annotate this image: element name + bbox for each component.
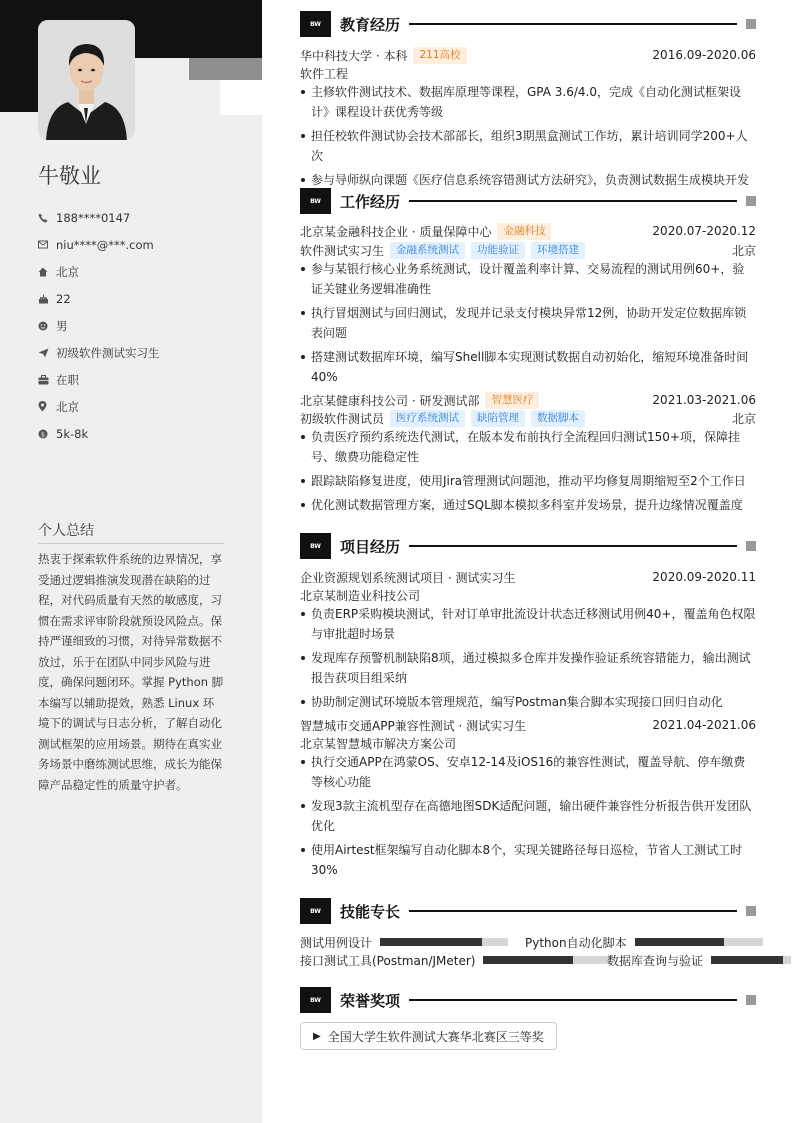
candidate-name: 牛敬业 — [38, 164, 101, 188]
list-item: 执行冒烟测试与回归测试，发现并记录支付模块异常12例，协助开发定位数据库锁表问题 — [300, 303, 756, 343]
section-icon: BW — [300, 987, 331, 1013]
section-icon: BW — [300, 188, 331, 214]
info-text: 在职 — [56, 372, 79, 387]
project-date: 2020.09-2020.11 — [652, 570, 756, 584]
list-item: 参与导师纵向课题《医疗信息系统容错测试方法研究》，负责测试数据生成模块开发 — [300, 170, 756, 190]
role-tag: 环境搭建 — [531, 242, 585, 259]
section-square-icon — [746, 541, 756, 551]
list-item: 跟踪缺陷修复进度，使用Jira管理测试问题池，推动平均修复周期缩短至2个工作日 — [300, 471, 756, 491]
cake-icon — [38, 294, 56, 304]
section-icon: BW — [300, 898, 331, 924]
sidebar-accent-gray — [189, 58, 262, 80]
profile-photo — [38, 20, 135, 140]
section-divider — [409, 910, 737, 912]
skill-name: 接口测试工具(Postman/JMeter) — [300, 953, 476, 968]
list-item: 执行交通APP在鸿蒙OS、安卓12-14及iOS16的兼容性测试，覆盖导航、停车缴费等核心功能 — [300, 752, 756, 792]
list-item: 发现3款主流机型存在高德地图SDK适配问题，输出硬件兼容性分析报告供开发团队优化 — [300, 796, 756, 836]
skill-bar-fill — [711, 956, 783, 964]
role-tag: 金融系统测试 — [390, 242, 465, 259]
section-square-icon — [746, 906, 756, 916]
send-icon — [38, 348, 56, 358]
skill-bar-fill — [635, 938, 725, 946]
company-tag: 智慧医疗 — [485, 392, 539, 409]
info-status — [38, 366, 238, 393]
svg-text:$: $ — [40, 429, 46, 438]
briefcase-icon — [38, 375, 56, 385]
work-bullets — [300, 427, 756, 519]
project-row — [300, 568, 756, 586]
list-item: 负责ERP采购模块测试，针对订单审批流设计状态迁移测试用例40+，覆盖角色权限与审批超时场景 — [300, 604, 756, 644]
info-text: 初级软件测试实习生 — [56, 345, 160, 360]
info-email — [38, 231, 238, 258]
skill-item — [607, 951, 791, 969]
project-title: 智慧城市交通APP兼容性测试 · 测试实习生 — [300, 718, 527, 733]
role-row — [300, 241, 756, 259]
skill-bar — [711, 956, 791, 964]
project-bullets — [300, 752, 756, 884]
project-date: 2021.04-2021.06 — [652, 718, 756, 732]
company-name: 北京某金融科技企业 · 质量保障中心 — [300, 224, 492, 239]
list-item: 发现库存预警机制缺陷8项，通过模拟多仓库并发操作验证系统容错能力，输出测试报告获项目组采纳 — [300, 648, 756, 688]
education-row — [300, 46, 756, 64]
company-name: 北京某健康科技公司 · 研发测试部 — [300, 393, 480, 408]
work-date: 2021.03-2021.06 — [652, 393, 756, 407]
award-item — [300, 1022, 557, 1050]
info-text: 22 — [56, 291, 71, 306]
role-title: 软件测试实习生 — [300, 243, 385, 258]
skill-item — [300, 951, 611, 969]
info-position — [38, 339, 238, 366]
salary-icon — [38, 429, 56, 439]
skill-item — [525, 933, 763, 951]
section-square-icon — [746, 196, 756, 206]
school-tag: 211高校 — [413, 47, 466, 64]
list-item: 搭建测试数据库环境，编写Shell脚本实现测试数据自动初始化，缩短环境准备时间40% — [300, 347, 756, 387]
section-divider — [409, 545, 737, 547]
skill-bar-fill — [483, 956, 573, 964]
project-row — [300, 716, 756, 734]
list-item: 担任校软件测试协会技术部部长，组织3期黑盒测试工作坊，累计培训同学200+人次 — [300, 126, 756, 166]
section-title: 工作经历 — [340, 192, 401, 211]
contact-info-list — [38, 204, 238, 447]
company-tag: 金融科技 — [497, 223, 551, 240]
info-salary — [38, 420, 238, 447]
role-tag: 缺陷管理 — [471, 410, 525, 427]
project-org: 北京某制造业科技公司 — [300, 588, 421, 603]
work-bullets — [300, 259, 756, 391]
section-square-icon — [746, 19, 756, 29]
major-row — [300, 64, 756, 82]
section-header-honors — [300, 987, 756, 1013]
info-text: 北京 — [56, 399, 79, 414]
triangle-right-icon: ▶ — [313, 1030, 321, 1042]
info-text: 5k-8k — [56, 426, 89, 441]
info-text: 北京 — [56, 264, 79, 279]
section-square-icon — [746, 995, 756, 1005]
section-header-project — [300, 533, 756, 559]
skill-item — [300, 933, 508, 951]
skill-bar — [380, 938, 508, 946]
education-bullets — [300, 82, 756, 194]
role-row — [300, 409, 756, 427]
role-title: 初级软件测试员 — [300, 411, 385, 426]
section-title: 教育经历 — [340, 15, 401, 34]
list-item: 负责医疗预约系统迭代测试，在版本发布前执行全流程回归测试150+项，保障挂号、缴费功能稳定性 — [300, 427, 756, 467]
mail-icon — [38, 240, 56, 249]
list-item: 参与某银行核心业务系统测试，设计覆盖利率计算、交易流程的测试用例60+，验证关键业务逻辑准确性 — [300, 259, 756, 299]
work-row — [300, 391, 756, 409]
info-home — [38, 258, 238, 285]
section-divider — [409, 200, 737, 202]
info-location — [38, 393, 238, 420]
list-item: 主修软件测试技术、数据库原理等课程，GPA 3.6/4.0，完成《自动化测试框架设计》课程设计获优秀等级 — [300, 82, 756, 122]
skill-bar-fill — [380, 938, 482, 946]
role-tag: 数据脚本 — [531, 410, 585, 427]
section-divider — [409, 23, 737, 25]
info-text: 男 — [56, 318, 68, 333]
phone-icon — [38, 213, 56, 223]
skill-bar — [483, 956, 611, 964]
role-tag: 功能验证 — [471, 242, 525, 259]
education-date: 2016.09-2020.06 — [652, 48, 756, 62]
gender-icon — [38, 321, 56, 331]
info-age — [38, 285, 238, 312]
section-divider — [409, 999, 737, 1001]
info-phone — [38, 204, 238, 231]
sidebar-accent-white — [220, 80, 262, 115]
major: 软件工程 — [300, 66, 349, 81]
section-header-education — [300, 11, 756, 37]
section-icon: BW — [300, 533, 331, 559]
section-title: 荣誉奖项 — [340, 991, 401, 1010]
skill-name: 数据库查询与验证 — [607, 953, 704, 968]
project-org-row — [300, 734, 756, 752]
section-title: 技能专长 — [340, 902, 401, 921]
project-org: 北京某智慧城市解决方案公司 — [300, 736, 457, 751]
school-name: 华中科技大学 · 本科 — [300, 48, 408, 63]
list-item: 使用Airtest框架编写自动化脚本8个，实现关键路径每日巡检，节省人工测试工时30% — [300, 840, 756, 880]
info-gender — [38, 312, 238, 339]
project-org-row — [300, 586, 756, 604]
work-city: 北京 — [731, 243, 756, 258]
section-header-skills — [300, 898, 756, 924]
section-icon: BW — [300, 11, 331, 37]
project-bullets — [300, 604, 756, 716]
work-date: 2020.07-2020.12 — [652, 224, 756, 238]
summary-text: 热衷于探索软件系统的边界情况，享受通过逻辑推演发现潜在缺陷的过程，对代码质量有天然的敏感度，习惯在需求评审阶段就预设风险点。保持严谨细致的习惯，对待异常数据不放过，乐于在团队中同步风险与进度，确保问题闭环。掌握 Python 脚本编写以辅助提效，熟悉 Linux 环境下的调试与日志分析，了解自动化测试框架的应用场景。期待在真实业务场景中磨练测试思维，成长为能保障产品稳定性的质量守护者。 — [38, 552, 224, 792]
work-row — [300, 222, 756, 240]
list-item: 协助制定测试环境版本管理规范，编写Postman集合脚本实现接口回归自动化 — [300, 692, 756, 712]
home-icon — [38, 267, 56, 277]
award-text: 全国大学生软件测试大赛华北赛区三等奖 — [327, 1029, 544, 1044]
info-text: 188****0147 — [56, 210, 131, 225]
info-text: niu****@***.com — [56, 237, 154, 252]
summary-title: 个人总结 — [38, 520, 224, 544]
section-title: 项目经历 — [340, 537, 401, 556]
role-tag: 医疗系统测试 — [390, 410, 465, 427]
skill-name: 测试用例设计 — [300, 935, 373, 950]
skill-bar — [635, 938, 763, 946]
sidebar-header-band-left — [0, 58, 38, 112]
location-icon — [38, 401, 56, 412]
project-title: 企业资源规划系统测试项目 · 测试实习生 — [300, 570, 516, 585]
work-city: 北京 — [731, 411, 756, 426]
skill-name: Python自动化脚本 — [525, 935, 627, 950]
list-item: 优化测试数据管理方案，通过SQL脚本模拟多科室并发场景，提升边缘情况覆盖度 — [300, 495, 756, 515]
section-header-work — [300, 188, 756, 214]
